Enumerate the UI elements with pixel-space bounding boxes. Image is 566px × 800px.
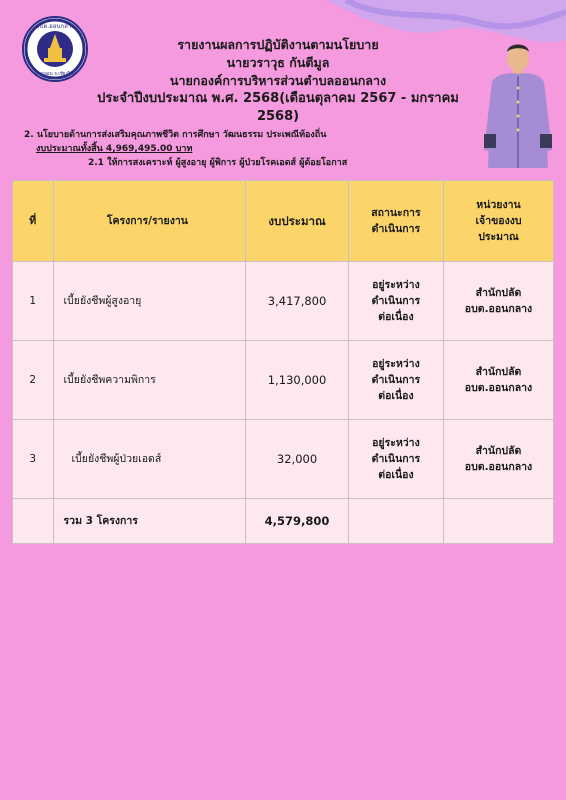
person-photo bbox=[478, 38, 558, 178]
row-unit: สำนักปลัด อบต.ออนกลาง bbox=[443, 341, 553, 420]
header-no: ที่ bbox=[13, 181, 54, 262]
row-status: อยู่ระหว่าง ดำเนินการ ต่อเนื่อง bbox=[348, 262, 443, 341]
row-status: อยู่ระหว่าง ดำเนินการ ต่อเนื่อง bbox=[348, 420, 443, 499]
organization-logo bbox=[22, 16, 88, 82]
header-name: นายวราวุธ กันตีมูล bbox=[226, 55, 330, 70]
row-project: เบี้ยยังชีพผู้สูงอายุ bbox=[53, 262, 246, 341]
row-no: 3 bbox=[13, 420, 54, 499]
header-fiscal-year: ประจำปีงบประมาณ พ.ศ. 2568(เดือนตุลาคม 2567 - มกราคม 2568) bbox=[97, 91, 459, 124]
header-unit: หน่วยงาน เจ้าของงบ ประมาณ bbox=[443, 181, 553, 262]
header-budget: งบประมาณ bbox=[246, 181, 349, 262]
policy-title: 2. นโยบายด้านการส่งเสริมคุณภาพชีวิต การศึกษา วัฒนธรรม ประเพณีท้องถิ่น bbox=[24, 130, 327, 140]
policy-subtitle: 2.1 ให้การสงเคราะห์ ผู้สูงอายุ ผู้พิการ ผู้ป่วยโรคเอดส์ ผู้ด้อยโอกาส bbox=[88, 158, 348, 168]
svg-text:อ.แม่ออน จ.เชียงใหม่: อ.แม่ออน จ.เชียงใหม่ bbox=[34, 72, 76, 77]
row-project: เบี้ยยังชีพความพิการ bbox=[53, 341, 246, 420]
table-row bbox=[13, 262, 554, 341]
total-label: รวม 3 โครงการ bbox=[53, 499, 246, 544]
table-row bbox=[13, 420, 554, 499]
row-status: อยู่ระหว่าง ดำเนินการ ต่อเนื่อง bbox=[348, 341, 443, 420]
row-budget: 3,417,800 bbox=[246, 262, 349, 341]
header-status: สถานะการ ดำเนินการ bbox=[348, 181, 443, 262]
row-no: 2 bbox=[13, 341, 54, 420]
report-table bbox=[12, 180, 554, 544]
total-unit-blank bbox=[443, 499, 553, 544]
svg-text:อบต.ออนกลาง: อบต.ออนกลาง bbox=[35, 23, 75, 30]
total-blank bbox=[13, 499, 54, 544]
row-no: 1 bbox=[13, 262, 54, 341]
row-unit: สำนักปลัด อบต.ออนกลาง bbox=[443, 262, 553, 341]
total-status-blank bbox=[348, 499, 443, 544]
table-header-row bbox=[13, 181, 554, 262]
header-project: โครงการ/รายงาน bbox=[53, 181, 246, 262]
row-unit: สำนักปลัด อบต.ออนกลาง bbox=[443, 420, 553, 499]
header-position: นายกองค์การบริหารส่วนตำบลออนกลาง bbox=[169, 73, 387, 88]
row-project: เบี้ยยังชีพผู้ป่วยเอดส์ bbox=[53, 420, 246, 499]
row-budget: 1,130,000 bbox=[246, 341, 349, 420]
report-header bbox=[88, 36, 468, 126]
total-budget: 4,579,800 bbox=[246, 499, 349, 544]
header-title: รายงานผลการปฏิบัติงานตามนโยบาย bbox=[177, 37, 379, 52]
policy-budget: งบประมาณทั้งสิ้น 4,969,495.00 บาท bbox=[36, 144, 193, 154]
table-total-row bbox=[13, 499, 554, 544]
row-budget: 32,000 bbox=[246, 420, 349, 499]
table-row bbox=[13, 341, 554, 420]
policy-section bbox=[24, 128, 347, 170]
